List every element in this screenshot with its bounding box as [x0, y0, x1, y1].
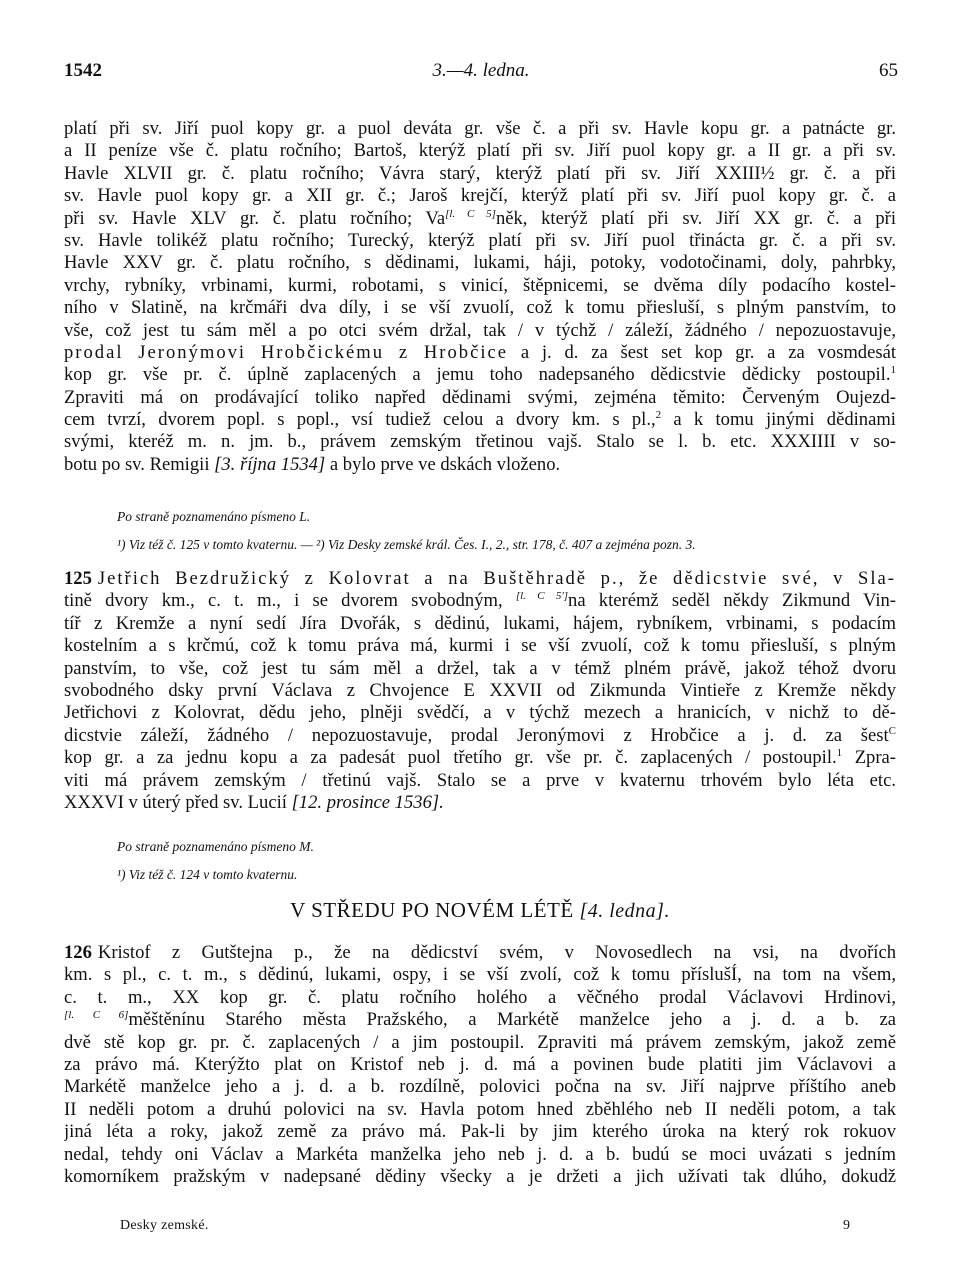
text-line: viti má právem zemským / třetinú vajš. Stalo se a prve v kvaternu trhovém bylo léta etc. [64, 769, 896, 791]
text-line [64, 568, 896, 590]
header-date: 3.—4. ledna. [432, 60, 530, 81]
text-line: sv. Havle tolikéž platu ročního; Turecký, kterýž platí při sv. Jiří puol třinácta gr. č. a při sv. [64, 229, 896, 251]
text-line [64, 1009, 896, 1031]
text-line: sv. Havle puol kopy gr. a XII gr. č.; Jaroš krejčí, kterýž platí při sv. Jiří puol kopy gr. č. a [64, 185, 896, 207]
text-line: dvě stě kop gr. pr. č. zaplacených / a jim postoupil. Zpraviti má právem zemským, jakož země [64, 1031, 896, 1053]
date-bracket: [3. října 1534] [214, 453, 326, 475]
text-fragment: kop gr. a za jednu kopu a za padesát puol třetího gr. vše pr. č. zaplacených / postoupil. [64, 747, 837, 769]
text-fragment: cem tvrzí, dvorem popl. s popl., vsí tudiež celou a dvory km. s pl., [64, 409, 656, 431]
spaced-text: prodal Jeronýmovi Hrobčickému z Hrobčice [64, 341, 509, 363]
text-line [64, 364, 896, 386]
text-line: ního v Slatině, na krčmáři dva díly, i se vší zvuolí, což k tomu přiesluší, s plným panstvím, to [64, 297, 896, 319]
text-fragment: botu po sv. Remigii [64, 453, 210, 475]
text-fragment: Jetřich Bezdružický z Kolovrat a na Buštěhradě p., že dědicstvie své, v Sla- [97, 568, 896, 589]
entry-125 [64, 568, 896, 814]
text-fragment: tině dvory km., c. t. m., i se dvorem svobodným, [64, 590, 503, 612]
text-line: Zpraviti má on prodávající toliko napřed dědinami svými, zejména těmito: Červeným Oujezd- [64, 386, 896, 408]
text-line: vše, což jest tu sám měl a po otci svém držal, tak / v týchž / záleží, žádného / nepozuostavuje, [64, 319, 896, 341]
page-footer [64, 1218, 898, 1240]
marginal-note-124 [117, 506, 877, 556]
text-fragment: měštěnínu Starého města Pražského, a Markétě manželce jeho a j. d. a b. za [128, 1009, 896, 1031]
text-fragment: a j. d. za šest set kop gr. a za vosmdesát [520, 341, 896, 363]
text-fragment: dicstvie záleží, žádného / nepozuostavuje, prodal Jeronýmovi z Hrobčice a j. d. za šest [64, 724, 889, 746]
text-line: svými, kteréž m. n. jm. b., právem zemským třetinou vajš. Stalo se l. b. etc. XXXIIII v so- [64, 431, 896, 453]
text-line: tíř z Kremže a nyní sedí Jíra Dvořák, s dědinú, lukami, hájem, rybníkem, vrbinami, s podacím [64, 612, 896, 634]
header-year: 1542 [64, 60, 102, 81]
text-line [64, 747, 896, 769]
folio-marker: [l. C 5] [445, 207, 496, 220]
text-fragment: Kristof z Gutštejna p., že na dědicství svém, v Novosedlech na vsi, na dvořích [97, 942, 896, 963]
footnote-marker: ¹) [117, 537, 126, 552]
footer-title: Desky zemské. [120, 1218, 209, 1233]
text-line: vrchy, rybníky, vrbinami, kurmi, robotami, s vinicí, štěpnicemi, se dvěma díly podacího kostel- [64, 274, 896, 296]
marginal-note-125 [117, 836, 877, 886]
footnote-ref: 1 [890, 364, 896, 377]
text-line: platí při sv. Jiří puol kopy gr. a puol deváta gr. vše č. a při sv. Havle kopu gr. a patnácte gr. [64, 118, 896, 139]
footnote-text: Viz též č. 124 v tomto kvaternu. [128, 867, 298, 882]
footnote-text: Viz též č. 125 v tomto kvaternu. — ²) Viz Desky zemské král. Čes. I., 2., str. 178, č. 407 a zejména pozn. 3. [128, 537, 696, 552]
text-fragment: kop gr. vše pr. č. úplně zaplacených a jemu toho nadepsaného dědicstvie dědicky postoupil. [64, 364, 891, 386]
text-line: Havle XXV gr. č. platu ročního, s dědinami, lukami, háji, potoky, vodotočinami, doly, pahrbky, [64, 252, 896, 274]
text-line: km. s pl., c. t. m., s dědinú, lukami, ospy, i se vší zvolí, což k tomu příslušÍ, na tom na všem, [64, 964, 896, 986]
page-number: 65 [879, 60, 898, 81]
text-fragment: Zpra- [854, 747, 896, 769]
text-line: nedal, tehdy oni Václav a Markéta manželka jeho neb j. d. a b. budú se moci uvázati s jedním [64, 1143, 896, 1165]
section-title: V STŘEDU PO NOVÉM LÉTĚ [290, 898, 574, 922]
text-fragment: a k tomu jinými dědinami [673, 409, 896, 431]
text-line: komorníkem pražským v nadepsané dědiny všecky a je držeti a jich užívati tak dlúho, dokudž [64, 1165, 896, 1187]
text-line [64, 725, 896, 747]
text-line [64, 208, 896, 230]
folio-marker: [l. C 5'] [515, 590, 569, 603]
footnote-marker: ¹) [117, 867, 126, 882]
text-line: Markétě manželce jeho a j. d. a b. rozdílně, polovici počna na sv. Jiří najprve příštího aneb [64, 1076, 896, 1098]
text-fragment: XXXVI v úterý před sv. Lucií [64, 791, 287, 813]
text-fragment: při sv. Havle XLV gr. č. platu ročního; Va [64, 207, 446, 229]
entry-number: 126 [64, 942, 92, 963]
footnote-125 [117, 864, 877, 886]
date-bracket: [12. prosince 1536]. [291, 791, 444, 813]
text-line [64, 792, 896, 814]
text-line: kostelním a s krčmú, což k tomu práva má, kurmi i se vší zvuolí, což k tomu přiesluší, s plným [64, 635, 896, 657]
footer-signature: 9 [843, 1218, 850, 1233]
section-date: [4. ledna]. [579, 900, 670, 922]
text-line [64, 409, 896, 431]
margin-note: Po straně poznamenáno písmeno M. [117, 839, 314, 854]
text-fragment: na kterémž seděl někdy Zikmund Vin- [568, 590, 896, 612]
text-line: panstvím, to vše, což jest tu sám měl a držel, tak a v témž plném právě, jakož téhož dvoru [64, 657, 896, 679]
text-line: svobodného dsky první Václava z Chvojence E XXVII od Zikmunda Vintieře z Kremže někdy [64, 679, 896, 701]
text-fragment: něk, kterýž platí při sv. Jiří XX gr. č. a při [495, 207, 896, 229]
text-line [64, 454, 896, 476]
text-line [64, 590, 896, 612]
text-line [64, 342, 896, 364]
text-line: jiná léta a roky, jakož země za právo má. Pak-li by jim kterého úroka na který rok rokuov [64, 1121, 896, 1143]
text-line: a II peníze vše č. platu ročního; Bartoš, kterýž platí při sv. Jiří puol kopy gr. a II gr. a při sv. [64, 140, 896, 162]
text-line: Jetřichovi z Kolovrat, dědu jeho, plněji svědčí, a v týchž mezech a hranicích, v nichž to dě- [64, 702, 896, 724]
text-fragment: a bylo prve ve dskách vloženo. [329, 453, 561, 475]
entry-number: 125 [64, 568, 92, 589]
footnote-ref: 1 [836, 747, 843, 760]
folio-marker: [l. C 6] [64, 1009, 129, 1022]
text-line: II neděli potom a druhú polovici na sv. Havla potom hned zběhlého neb II neděli potom, a tak [64, 1098, 896, 1120]
section-heading [0, 898, 960, 923]
text-line: Havle XLVII gr. č. platu ročního; Vávra starý, kterýž platí při sv. Jiří XXIII½ gr. č. a při [64, 162, 896, 184]
text-line: za právo má. Kterýžto plat on Kristof neb j. d. má a povinen bude platiti jim Václavovi a [64, 1053, 896, 1075]
page-header [64, 60, 898, 90]
text-line [64, 942, 896, 964]
margin-note: Po straně poznamenáno písmeno L. [117, 509, 311, 524]
entry-124-continuation [64, 118, 896, 476]
footnote-ref: 2 [655, 409, 662, 422]
text-line: c. t. m., XX kop gr. č. platu ročního holého a věčného prodal Václavovi Hrdinovi, [64, 986, 896, 1008]
entry-126 [64, 942, 896, 1188]
variant-marker: C [888, 724, 896, 737]
footnotes-124 [117, 534, 877, 556]
